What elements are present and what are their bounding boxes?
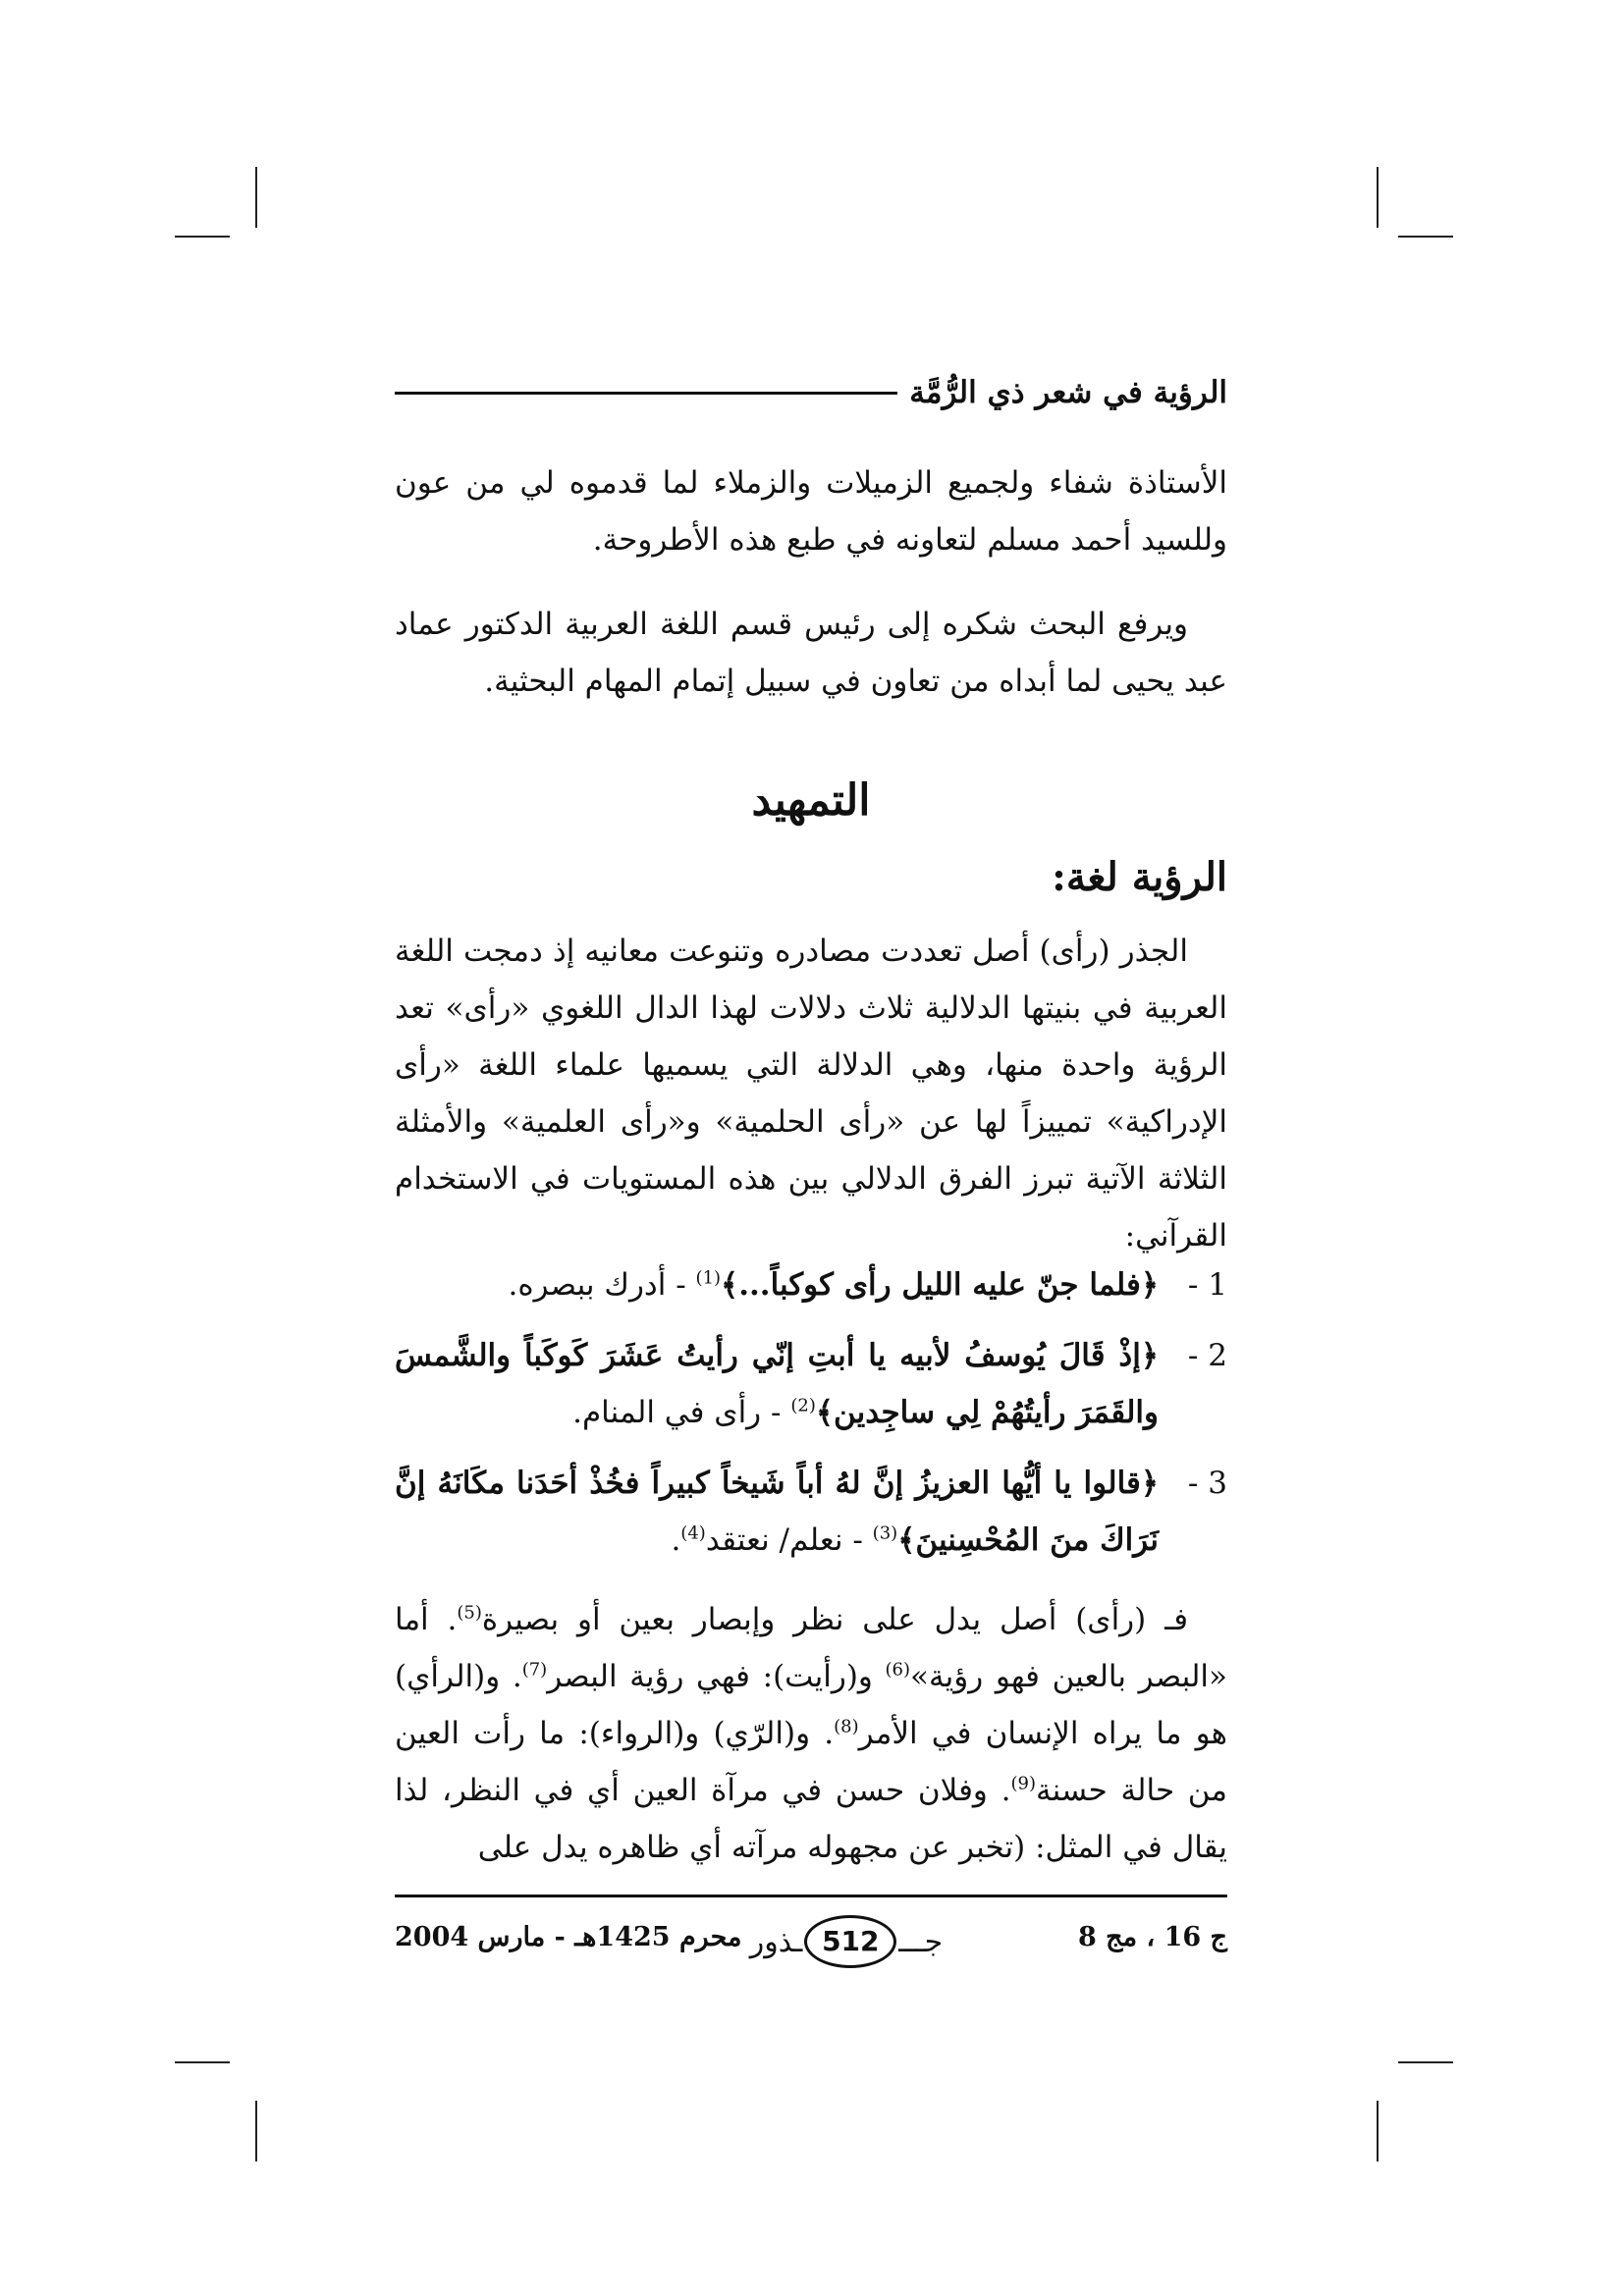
page-footer bbox=[395, 1912, 1227, 1971]
footnote-ref: (9) bbox=[1010, 1773, 1036, 1794]
footer-issue: ج 16 ، مج 8 bbox=[1077, 1922, 1227, 1952]
verse-number: 1 - bbox=[1187, 1267, 1227, 1303]
verse-item bbox=[395, 1327, 1227, 1441]
verse-body bbox=[395, 1256, 1159, 1313]
journal-logo bbox=[738, 1912, 954, 1971]
text-run: فـ (رأى) أصل يدل على نظر وإبصار بعين أو بصيرة bbox=[481, 1602, 1189, 1637]
crop-mark bbox=[1398, 236, 1453, 238]
running-head bbox=[395, 375, 1227, 410]
verse-item bbox=[395, 1256, 1227, 1313]
text-run: . وفلان حسن في مرآة العين أي في النظر، لذا يقال في المثل: (تخبر عن مجهوله مرآته أي ظاهره يدل على bbox=[395, 1773, 1227, 1865]
footnote-ref: (5) bbox=[457, 1602, 482, 1624]
crop-mark bbox=[1398, 2061, 1453, 2063]
crop-mark bbox=[1377, 2101, 1379, 2162]
subsection-title: الرؤية لغة: bbox=[1052, 854, 1227, 900]
quran-text: ﴿فلما جنّ عليه الليل رأى كوكباً...﴾ bbox=[721, 1267, 1159, 1303]
text-run: . و(الرأي) هو ما يراه الإنسان في الأمر bbox=[395, 1659, 1227, 1751]
running-head-title: الرؤية في شعر ذي الرُّمَّة bbox=[909, 375, 1227, 410]
quran-text: ﴿قالوا يا أيُّها العزيزُ إنَّ لهُ أباً شَيخاً كبيراً فخُذْ أحَدَنا مكَانَهُ إنَّ نَرَاكَ منَ المُحْسِنينَ﴾ bbox=[395, 1466, 1159, 1558]
footnote-ref: (8) bbox=[834, 1716, 859, 1737]
crop-mark bbox=[175, 236, 230, 238]
verse-item bbox=[395, 1455, 1227, 1569]
footnote-ref: (1) bbox=[695, 1267, 722, 1289]
paragraph-root-definition: الجذر (رأى) أصل تعددت مصادره وتنوعت معانيه إذ دمجت اللغة العربية في بنيتها الدلالية ثلاث دلالات لهذا الدال اللغوي «رأى» تعد الرؤية واحدة منها، وهي الدلالة التي يسميها علماء اللغة «رأى الإدراكية» تمييزاً لها عن «رأى الحلمية» و«رأى العلمية» والأمثلة الثلاثة الآتية تبرز الفرق الدلالي بين هذه المستويات في الاستخدام القرآني: bbox=[395, 934, 1227, 1254]
verse-gloss: - رأى في المنام. bbox=[572, 1395, 791, 1430]
crop-mark bbox=[255, 167, 257, 228]
crop-mark bbox=[175, 2061, 230, 2063]
verse-body bbox=[395, 1455, 1159, 1569]
verse-gloss: - أدرك ببصره. bbox=[508, 1267, 696, 1303]
page bbox=[395, 0, 1227, 2296]
page-number: 512 bbox=[804, 1915, 896, 1968]
footnote-ref: (2) bbox=[790, 1395, 816, 1416]
footnote-ref: (7) bbox=[521, 1659, 548, 1681]
quran-text: ﴿إذْ قَالَ يُوسفُ لأبيه يا أبتِ إنّي رأيتُ عَشَرَ كَوكَباً والشَّمسَ والقَمَرَ رأيتُهُمْ لِي ساجِدين﴾ bbox=[395, 1338, 1159, 1430]
verse-end: . bbox=[671, 1522, 681, 1558]
running-head-rule bbox=[395, 392, 897, 395]
verse-list bbox=[395, 1256, 1227, 1582]
footnote-ref: (6) bbox=[885, 1659, 911, 1681]
text-run: و(رأيت): فهي رؤية البصر bbox=[547, 1659, 886, 1694]
text-run: . أما «البصر بالعين فهو رؤية» bbox=[395, 1602, 1227, 1694]
section-title: التمهيد bbox=[751, 775, 871, 826]
crop-mark bbox=[255, 2101, 257, 2162]
verse-number: 2 - bbox=[1187, 1338, 1227, 1373]
verse-number: 3 - bbox=[1187, 1466, 1227, 1501]
paragraph-vision-meanings bbox=[395, 1591, 1227, 1876]
footnote-ref: (4) bbox=[680, 1522, 706, 1544]
crop-mark bbox=[1377, 167, 1379, 228]
paragraph-acknowledgement-1: الأستاذة شفاء ولجميع الزميلات والزملاء لما قدموه لي من عون وللسيد أحمد مسلم لتعاونه في طبع هذه الأطروحة. bbox=[395, 465, 1227, 558]
footer-date: محرم 1425هـ - مارس 2004 bbox=[395, 1922, 742, 1952]
footnote-ref: (3) bbox=[872, 1522, 898, 1544]
verse-body bbox=[395, 1327, 1159, 1441]
verse-gloss: - نعلم/ نعتقد bbox=[705, 1522, 873, 1558]
journal-name-end: ـذور bbox=[749, 1924, 803, 1959]
text-run: . و(الرّي) و(الرواء): ما رأت العين من حالة حسنة bbox=[395, 1716, 1227, 1808]
paragraph-acknowledgement-2: ويرفع البحث شكره إلى رئيس قسم اللغة العربية الدكتور عماد عبد يحيى لما أبداه من تعاون في سبيل إتمام المهام البحثية. bbox=[395, 607, 1227, 699]
journal-name-start: جـــ bbox=[898, 1924, 944, 1959]
footer-rule bbox=[395, 1895, 1227, 1897]
